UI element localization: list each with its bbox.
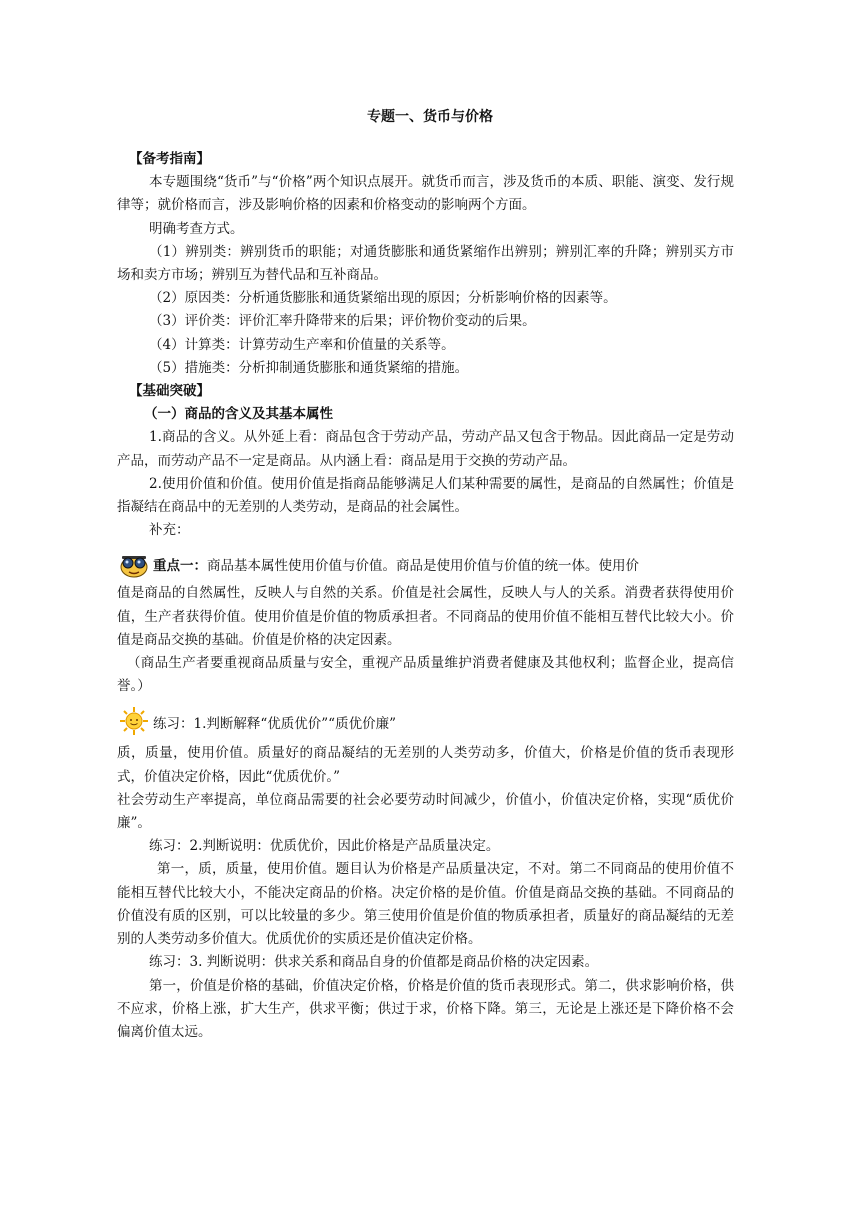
basics-paragraph-2: 2.使用价值和价值。使用价值是指商品能够满足人们某种需要的属性，是商品的自然属性；价值是指凝结在商品中的无差别的人类劳动，是商品的社会属性。	[117, 475, 734, 516]
document-body	[117, 148, 734, 1044]
practice3-label: 练习：3. 判断说明：供求关系和商品自身的价值都是商品价格的决定因素。	[149, 954, 599, 971]
basics-heading: 【基础突破】	[129, 383, 210, 400]
guide-item-5: （5）措施类：分析抑制通货膨胀和通货紧缩的措施。	[149, 359, 469, 376]
practice2-answer: 第一，质，质量，使用价值。题目认为价格是产品质量决定，不对。第二不同商品的使用价值不能相互替代比较大小，不能决定商品的价格。决定价格的是价值。价值是商品交换的基础。不同商品的价值没有质的区别，可以比较量的多少。第三使用价值是价值的物质承担者，质量好的商品凝结的无差别的人类劳动多价值大。优质优价的实质还是价值决定价格。	[117, 861, 734, 948]
exam-intro: 明确考查方式。	[149, 220, 244, 237]
guide-item-2: （2）原因类：分析通货膨胀和通货紧缩出现的原因；分析影响价格的因素等。	[149, 290, 617, 307]
keypoint-text: 值是商品的自然属性，反映人与自然的关系。价值是社会属性，反映人与人的关系。消费者获得使用价值，生产者获得价值。使用价值是价值的物质承担者。不同商品的使用价值不能相互替代比较大小。价值是商品交换的基础。价值是价格的决定因素。	[117, 585, 734, 648]
glasses-face-icon	[117, 548, 151, 578]
supplement-label: 补充：	[149, 522, 190, 539]
practice3-answer: 第一，价值是价格的基础，价值决定价格，价格是价值的货币表现形式。第二，供求影响价格，供不应求，价格上涨，扩大生产，供求平衡；供过于求，价格下降。第三，无论是上涨还是下降价格不会偏离价值太远。	[117, 977, 734, 1040]
page-title: 专题一、货币与价格	[367, 109, 493, 125]
basics-paragraph-1: 1.商品的含义。从外延上看：商品包含于劳动产品，劳动产品又包含于物品。因此商品一定是劳动产品，而劳动产品不一定是商品。从内涵上看：商品是用于交换的劳动产品。	[117, 429, 734, 469]
practice1-answer-2: 社会劳动生产率提高，单位商品需要的社会必要劳动时间减少，价值小，价值决定价格，实现“质优价廉”。	[117, 791, 734, 832]
keypoint-note: （商品生产者要重视商品质量与安全，重视产品质量维护消费者健康及其他权利；监督企业，提高信誉。）	[117, 655, 734, 695]
practice1-label: 练习：1.判断解释“优质优价”“质优价廉”	[153, 716, 396, 733]
guide-item-3: （3）评价类：评价汇率升降带来的后果；评价物价变动的后果。	[149, 313, 536, 330]
keypoint-label: 重点一：	[153, 558, 207, 575]
guide-item-1: （1）辨别类：辨别货币的职能；对通货膨胀和通货紧缩作出辨别；辨别汇率的升降；辨别买方市场和卖方市场；辨别互为替代品和互补商品。	[117, 243, 734, 284]
sun-icon	[117, 706, 151, 736]
guide-item-4: （4）计算类：计算劳动生产率和价值量的关系等。	[149, 336, 455, 353]
practice2-label: 练习：2.判断说明：优质优价，因此价格是产品质量决定。	[149, 838, 500, 855]
practice1-answer-1: 质，质量，使用价值。质量好的商品凝结的无差别的人类劳动多，价值大，价格是价值的货币表现形式，价值决定价格，因此“优质优价。”	[117, 745, 734, 785]
guide-intro: 本专题围绕“货币”与“价格”两个知识点展开。就货币而言，涉及货币的本质、职能、演变、发行规律等；就价格而言，涉及影响价格的因素和价格变动的影响两个方面。	[117, 174, 734, 214]
guide-heading: 【备考指南】	[129, 151, 210, 167]
keypoint-row	[117, 548, 734, 578]
section1-title: （一）商品的含义及其基本属性	[144, 406, 333, 423]
keypoint-text-first: 商品基本属性使用价值与价值。商品是使用价值与价值的统一体。使用价	[207, 558, 639, 575]
practice1-row	[117, 706, 734, 736]
